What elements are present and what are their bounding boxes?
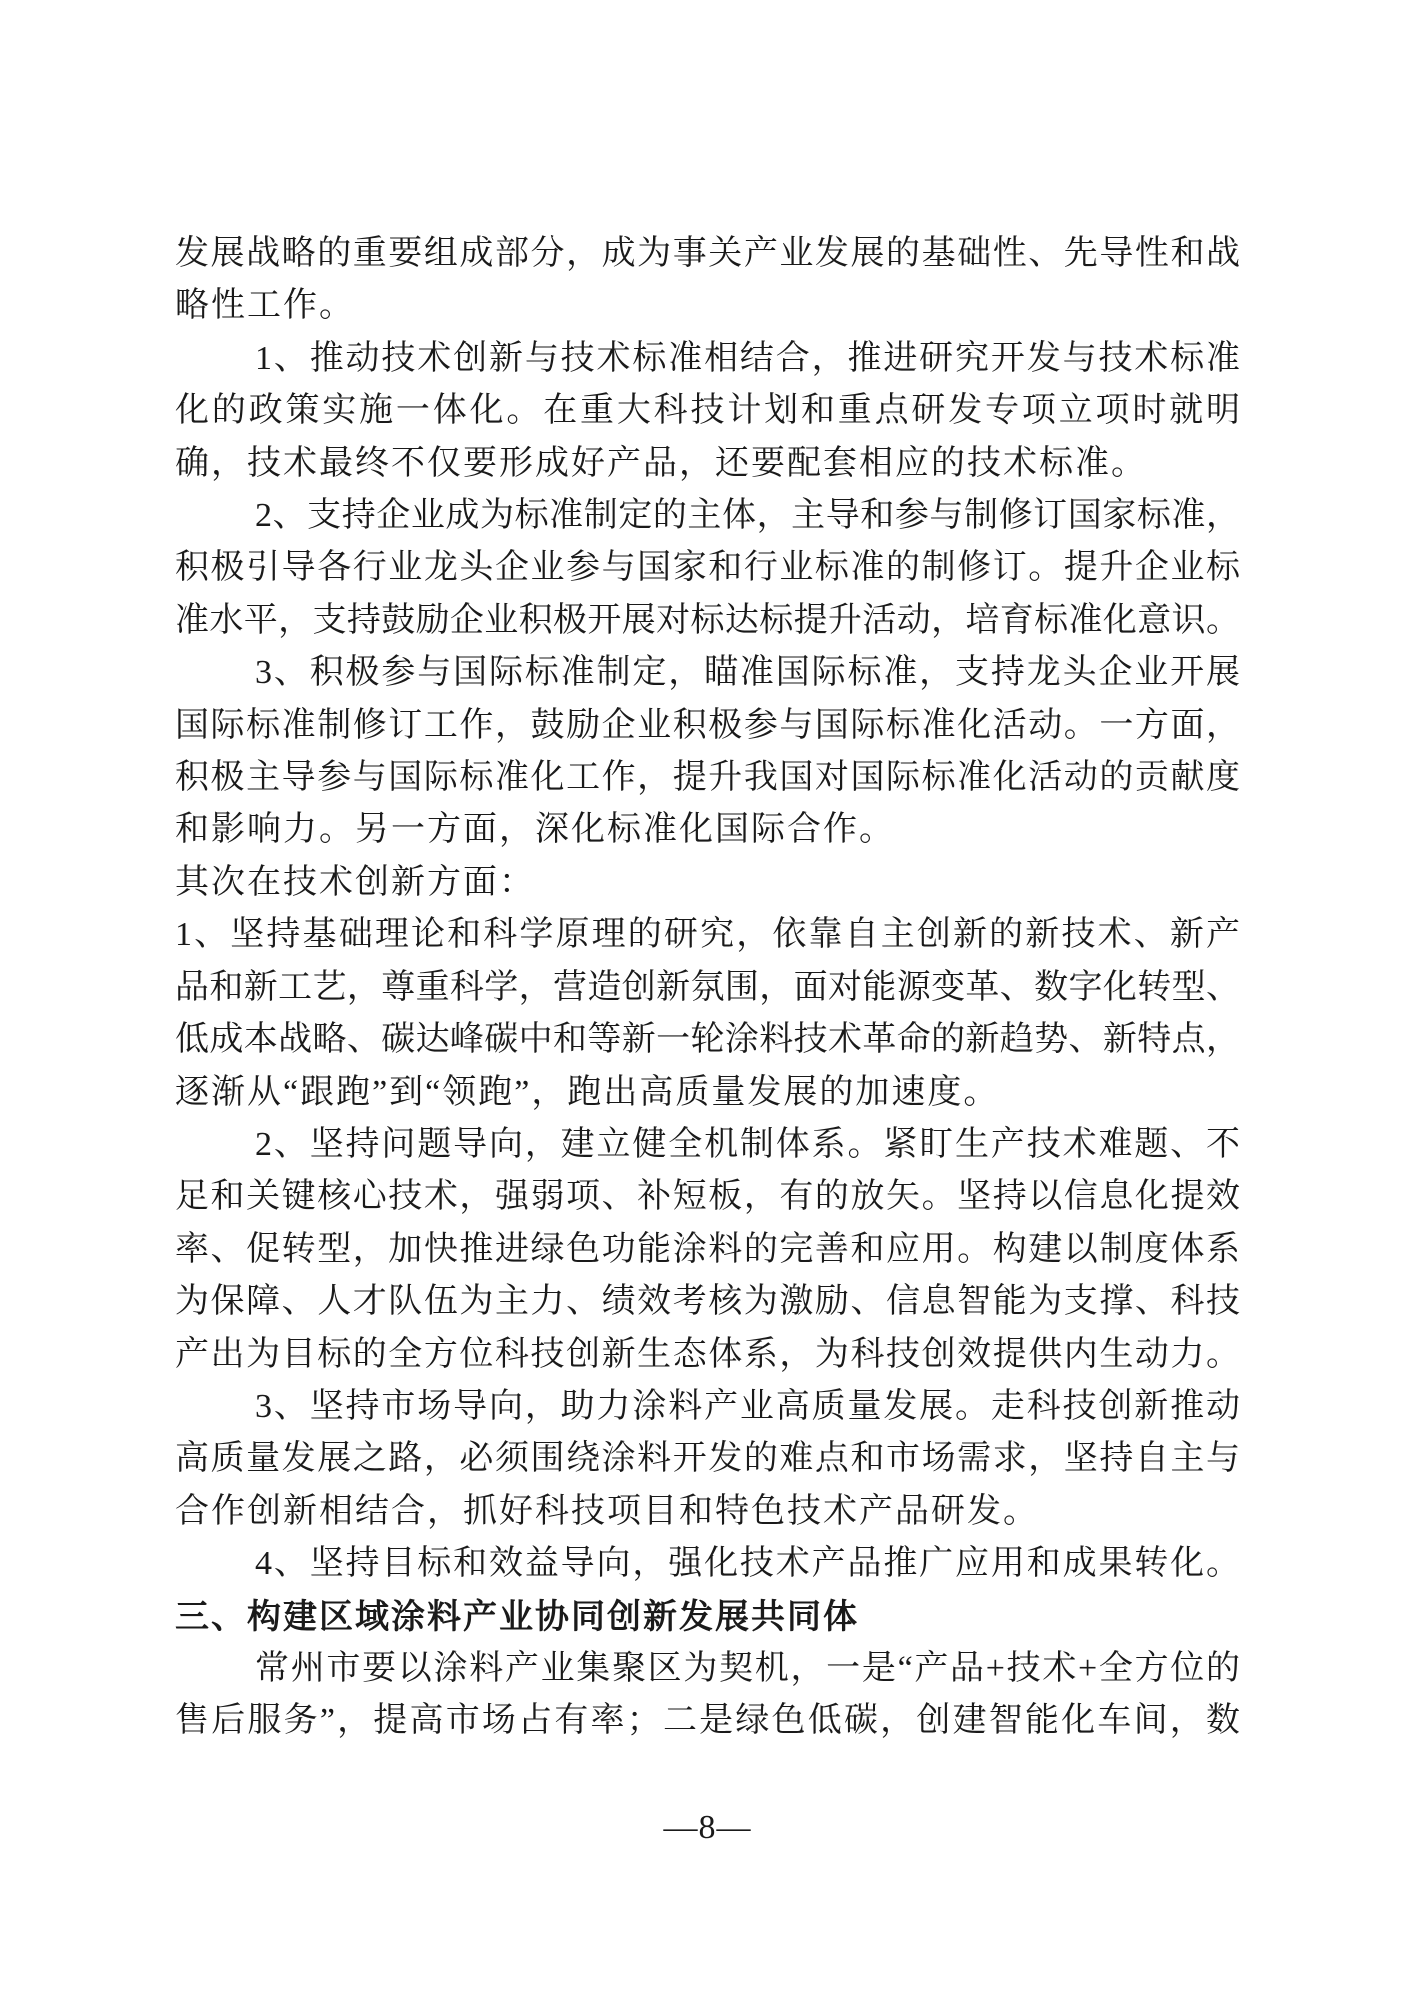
text-line: 发展战略的重要组成部分，成为事关产业发展的基础性、先导性和战 <box>175 235 1240 272</box>
text-line: 略性工作。 <box>175 287 355 325</box>
text-line: 产出为目标的全方位科技创新生态体系，为科技创效提供内生动力。 <box>175 1335 1240 1373</box>
text-line: 常州市要以涂料产业集聚区为契机，一是“产品+技术+全方位的 <box>255 1649 1240 1687</box>
text-line: 低成本战略、碳达峰碳中和等新一轮涂料技术革命的新趋势、新特点， <box>175 1021 1240 1059</box>
page-number: —8— <box>663 1809 752 1846</box>
text-line: 化的政策实施一体化。在重大科技计划和重点研发专项立项时就明 <box>175 392 1240 430</box>
text-line: 3、积极参与国际标准制定，瞄准国际标准，支持龙头企业开展 <box>255 654 1240 692</box>
text-line: 4、坚持目标和效益导向，强化技术产品推广应用和成果转化。 <box>255 1545 1240 1583</box>
text-line: 合作创新相结合，抓好科技项目和特色技术产品研发。 <box>175 1492 1039 1530</box>
text-line: 率、促转型，加快推进绿色功能涂料的完善和应用。构建以制度体系 <box>175 1230 1240 1268</box>
text-line: 逐渐从“跟跑”到“领跑”，跑出高质量发展的加速度。 <box>175 1073 1000 1111</box>
text-line: 2、支持企业成为标准制定的主体，主导和参与制修订国家标准， <box>255 497 1240 535</box>
section-heading: 三、构建区域涂料产业协同创新发展共同体 <box>175 1597 859 1636</box>
text-line: 1、坚持基础理论和科学原理的研究，依靠自主创新的新技术、新产 <box>175 916 1240 954</box>
text-line: 品和新工艺，尊重科学，营造创新氛围，面对能源变革、数字化转型、 <box>175 968 1240 1006</box>
text-line: 积极引导各行业龙头企业参与国家和行业标准的制修订。提升企业标 <box>175 549 1240 587</box>
text-line: 其次在技术创新方面： <box>175 863 535 901</box>
text-line: 和影响力。另一方面，深化标准化国际合作。 <box>175 811 895 849</box>
text-line: 1、推动技术创新与技术标准相结合，推进研究开发与技术标准 <box>255 339 1240 377</box>
text-line: 2、坚持问题导向，建立健全机制体系。紧盯生产技术难题、不 <box>255 1125 1240 1163</box>
text-line: 3、坚持市场导向，助力涂料产业高质量发展。走科技创新推动 <box>255 1387 1240 1425</box>
text-line: 售后服务”，提高市场占有率；二是绿色低碳，创建智能化车间，数 <box>175 1702 1240 1740</box>
text-line: 准水平，支持鼓励企业积极开展对标达标提升活动，培育标准化意识。 <box>175 601 1240 639</box>
text-line: 为保障、人才队伍为主力、绩效考核为激励、信息智能为支撑、科技 <box>175 1283 1240 1321</box>
text-line: 国际标准制修订工作，鼓励企业积极参与国际标准化活动。一方面， <box>175 706 1240 744</box>
text-line: 足和关键核心技术，强弱项、补短板，有的放矢。坚持以信息化提效 <box>175 1178 1240 1216</box>
text-line: 高质量发展之路，必须围绕涂料开发的难点和市场需求，坚持自主与 <box>175 1440 1240 1478</box>
text-line: 积极主导参与国际标准化工作，提升我国对国际标准化活动的贡献度 <box>175 759 1240 797</box>
text-line: 确，技术最终不仅要形成好产品，还要配套相应的技术标准。 <box>175 444 1147 482</box>
document-body <box>175 228 1240 1748</box>
